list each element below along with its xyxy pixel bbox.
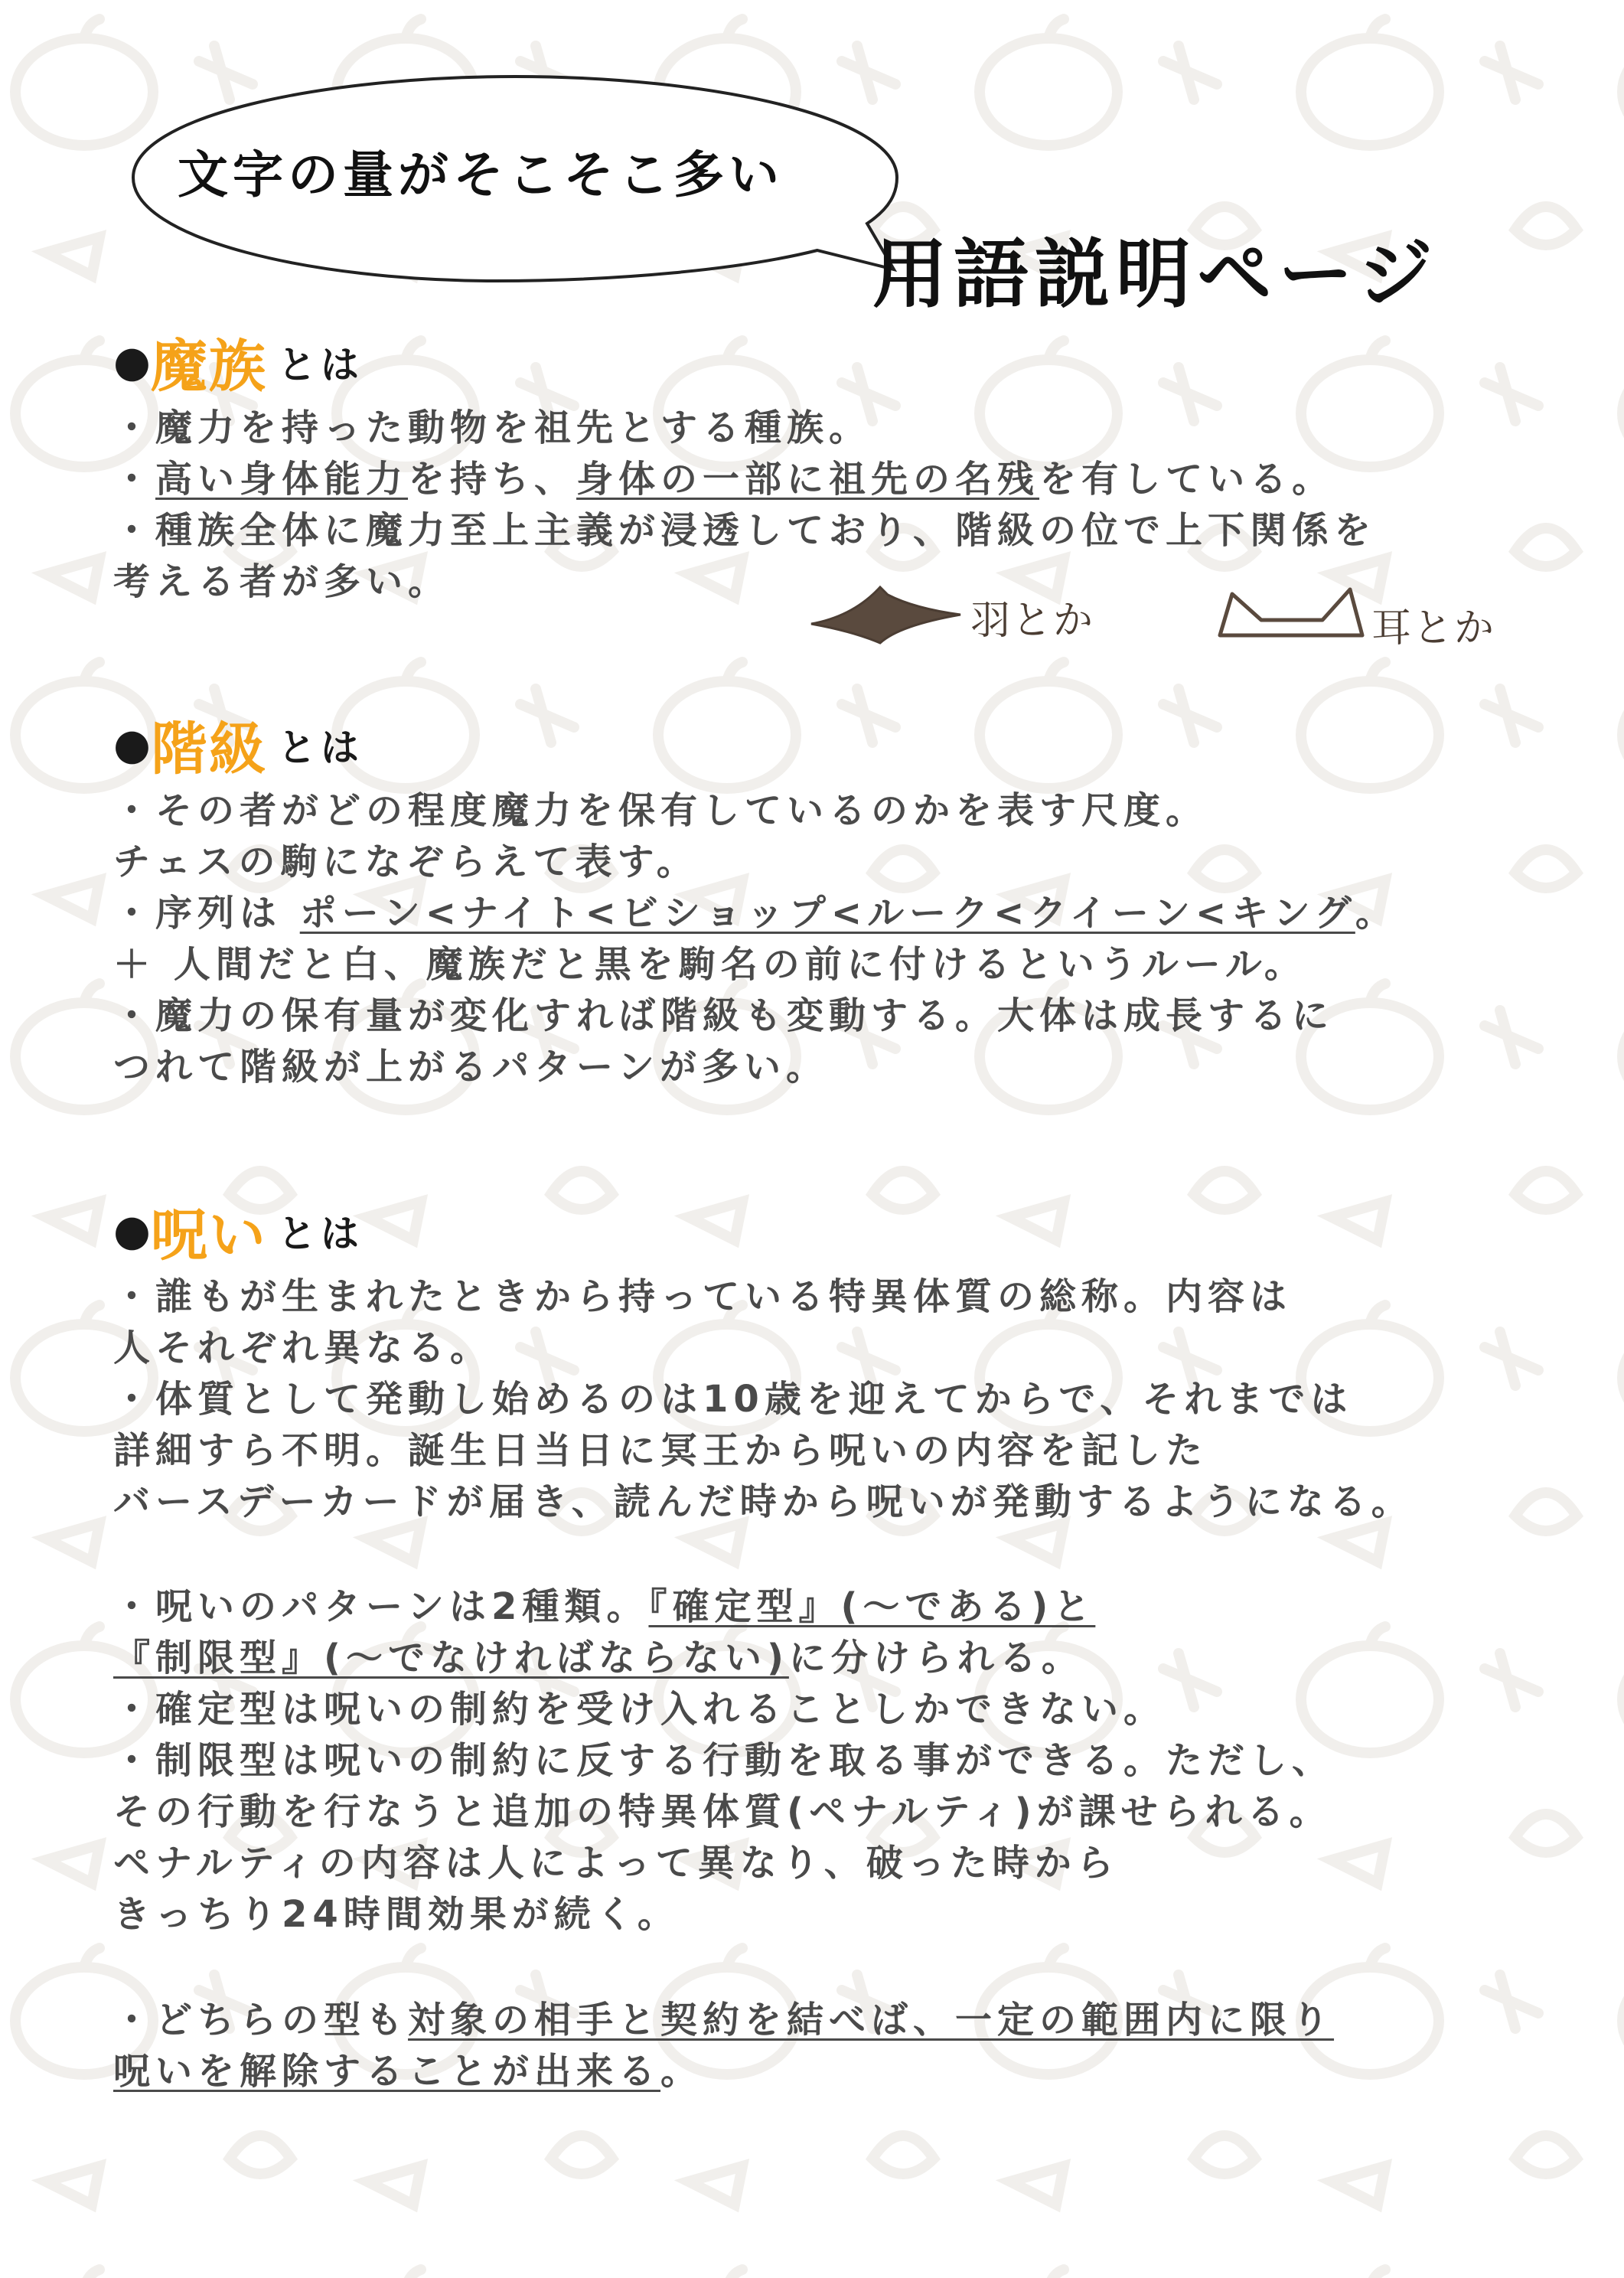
- term-noroi: 呪い: [150, 1203, 267, 1268]
- mazoku-line-1: ・魔力を持った動物を祖先とする種族。: [113, 406, 872, 449]
- term-suffix: とは: [277, 1212, 364, 1256]
- mazoku-line-4: 考える者が多い。: [113, 560, 451, 603]
- page-title: 用語説明ページ: [872, 231, 1440, 318]
- noroi-line-9: ・制限型は呪いの制約に反する行動を取る事ができる。ただし、: [113, 1739, 1335, 1782]
- ear-label: 耳とか: [1371, 605, 1496, 651]
- noroi-line-8: ・確定型は呪いの制約を受け入れることしかできない。: [113, 1688, 1166, 1731]
- wing-icon: [807, 578, 968, 654]
- section-heading-kaikyu: [113, 704, 364, 785]
- noroi-line-2: 人それぞれ異なる。: [113, 1327, 493, 1369]
- mazoku-line-3: ・種族全体に魔力至上主義が浸透しており、階級の位で上下関係を: [113, 509, 1377, 552]
- kaikyu-line-4: ＋ 人間だと白、魔族だと黒を駒名の前に付けるというルール。: [113, 943, 1306, 986]
- underlined-text: ポーン<ナイト<ビショップ<ルーク<クイーン<キング: [299, 892, 1355, 935]
- noroi-line-14: 呪いを解除することが出来る。: [113, 2050, 703, 2093]
- kaikyu-line-1: ・その者がどの程度魔力を保有しているのかを表す尺度。: [113, 789, 1208, 832]
- mazoku-line-2: ・高い身体能力を持ち、身体の一部に祖先の名残を有している。: [113, 458, 1335, 501]
- noroi-line-5: バースデーカードが届き、読んだ時から呪いが発動するようになる。: [113, 1480, 1414, 1523]
- term-suffix: とは: [277, 726, 364, 770]
- underlined-text: 『確定型』(～である)と: [648, 1585, 1096, 1628]
- term-suffix: とは: [277, 343, 364, 387]
- bubble-text: 文字の量がそこそこ多い: [178, 145, 784, 204]
- underlined-text: 呪いを解除することが出来る: [113, 2050, 661, 2093]
- noroi-line-6: ・呪いのパターンは2種類。『確定型』(～である)と: [113, 1585, 1096, 1628]
- noroi-line-13: ・どちらの型も対象の相手と契約を結べば、一定の範囲内に限り: [113, 1999, 1335, 2041]
- noroi-line-4: 詳細すら不明。誕生日当日に冥王から呪いの内容を記した: [113, 1429, 1208, 1472]
- underlined-text: 対象の相手と契約を結べば、一定の範囲内に限り: [408, 1999, 1335, 2041]
- wing-label: 羽とか: [970, 598, 1095, 644]
- ears-icon: [1215, 582, 1368, 643]
- term-mazoku: 魔族: [150, 334, 267, 400]
- noroi-line-11: ペナルティの内容は人によって異なり、破った時から: [113, 1842, 1119, 1885]
- kaikyu-line-5: ・魔力の保有量が変化すれば階級も変動する。大体は成長するに: [113, 994, 1335, 1037]
- noroi-line-12: きっちり24時間効果が続く。: [113, 1893, 680, 1936]
- kaikyu-line-3: ・序列は ポーン<ナイト<ビショップ<ルーク<クイーン<キング。: [113, 892, 1397, 935]
- kaikyu-line-6: つれて階級が上がるパターンが多い。: [113, 1046, 829, 1088]
- underlined-text: 身体の一部に祖先の名残: [576, 458, 1040, 501]
- kaikyu-line-2: チェスの駒になぞらえて表す。: [113, 840, 699, 883]
- term-kaikyu: 階級: [150, 716, 267, 782]
- underlined-text: 『制限型』(～でなければならない): [113, 1637, 789, 1679]
- noroi-line-7: 『制限型』(～でなければならない)に分けられる。: [113, 1637, 1084, 1679]
- noroi-line-1: ・誰もが生まれたときから持っている特異体質の総称。内容は: [113, 1275, 1293, 1318]
- underlined-text: 高い身体能力: [155, 458, 409, 501]
- bullet-dot: ●: [113, 1206, 151, 1256]
- bullet-dot: ●: [113, 337, 151, 387]
- noroi-line-10: その行動を行なうと追加の特異体質(ペナルティ)が課せられる。: [113, 1790, 1332, 1833]
- noroi-line-3: ・体質として発動し始めるのは10歳を迎えてからで、それまでは: [113, 1378, 1353, 1421]
- bullet-dot: ●: [113, 720, 151, 770]
- section-heading-noroi: [113, 1190, 364, 1271]
- section-heading-mazoku: [113, 321, 364, 403]
